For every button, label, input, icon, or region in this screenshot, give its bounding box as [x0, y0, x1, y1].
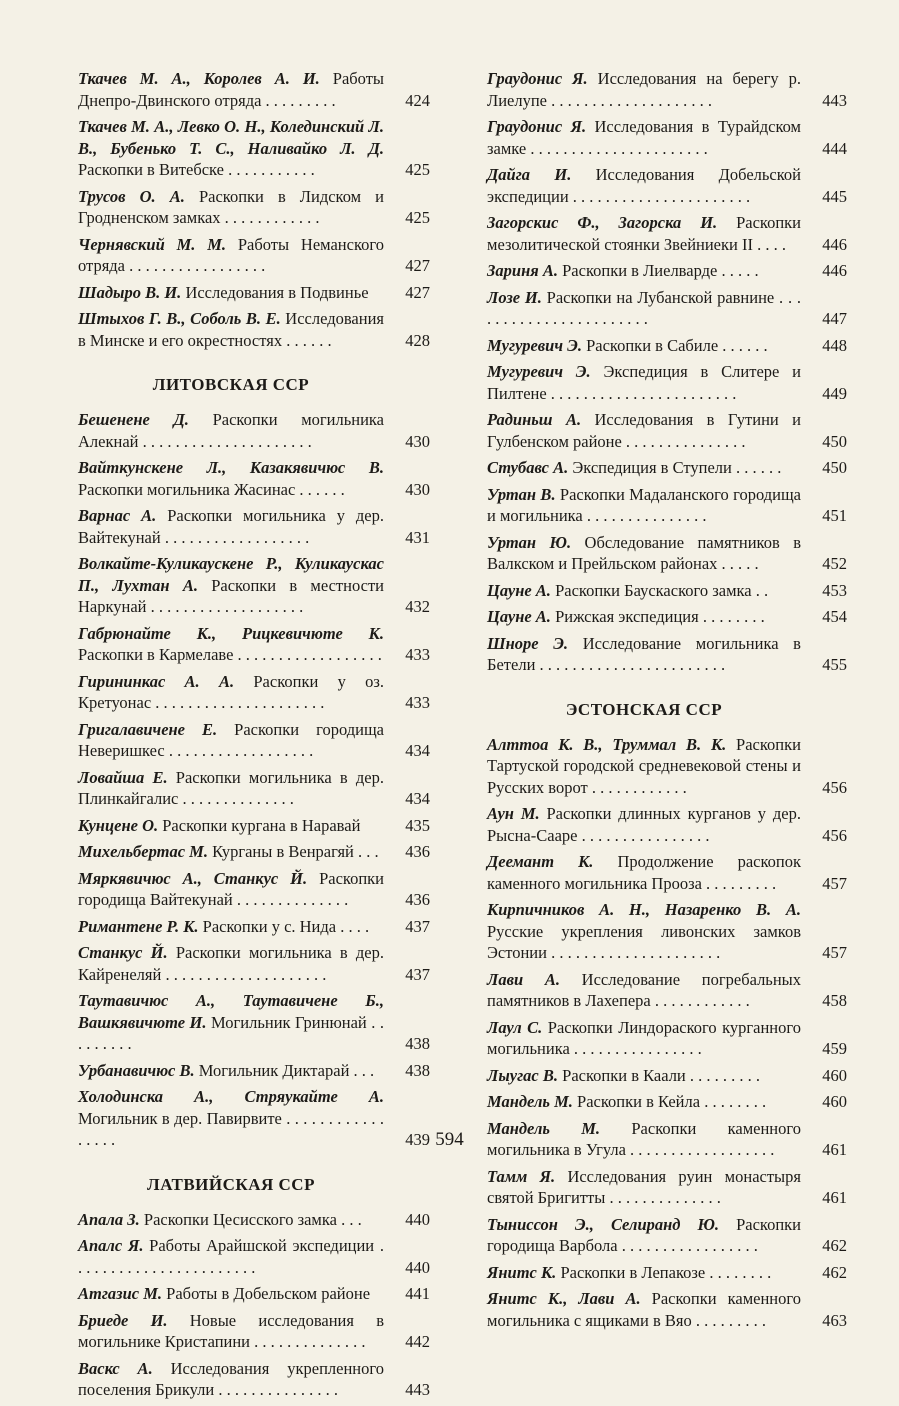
entry-page: 425 [405, 208, 430, 227]
index-entry [78, 116, 430, 181]
entry-author: Холодинска А., Стряукайте А. [78, 1087, 384, 1106]
entry-title: Исследование могильника в Бетели . . . . . . . . . . . . . . . . . . . . . . . [487, 633, 801, 674]
entry-author: Урбанавичюс В. [78, 1060, 195, 1080]
index-entry [78, 671, 430, 714]
entry-author: Васкс А. [78, 1358, 153, 1378]
index-entry [487, 260, 847, 282]
entry-page: 461 [822, 1188, 847, 1207]
entry-page: 440 [405, 1209, 430, 1229]
entry-author: Янитс К. [487, 1262, 557, 1282]
index-entry [487, 734, 847, 799]
index-entry [78, 719, 430, 762]
entry-page: 451 [822, 506, 847, 525]
entry-page: 437 [405, 916, 430, 936]
entry-page: 438 [405, 1060, 430, 1080]
entry-title: Раскопки в Лиелварде . . . . . [558, 261, 759, 280]
index-entry [78, 308, 430, 351]
entry-author: Вайткунскене Л., Казакявичюс В. [78, 458, 384, 477]
index-entry [487, 532, 847, 575]
index-entry [487, 1091, 847, 1113]
entry-title: Раскопки могильника у дер. Вайтекунай . . . . . . . . . . . . . . . . . . [78, 506, 384, 547]
entry-author: Тыниссон Э., Селиранд Ю. [487, 1214, 720, 1234]
index-entry [78, 505, 430, 548]
index-entry [487, 633, 847, 676]
entry-page: 431 [405, 527, 430, 547]
entry-author: Граудонис Я. [487, 69, 588, 88]
entry-page: 445 [822, 186, 847, 206]
index-entry [487, 851, 847, 894]
entry-title: Раскопки Линдораского курганного могильника . . . . . . . . . . . . . . . . [487, 1017, 801, 1058]
entry-title: Исследования на берегу р. Лиелупе . . . . . . . . . . . . . . . . . . . . [487, 69, 801, 110]
entry-title: Курганы в Венрагяй . . . [207, 842, 379, 861]
entry-title: Раскопки каменного могильника в Угула . . . . . . . . . . . . . . . . . . [487, 1118, 801, 1159]
entry-page: 461 [822, 1140, 847, 1159]
left-column [78, 68, 430, 1406]
entry-author: Варнас А. [78, 506, 157, 525]
entry-author: Апала З. [78, 1209, 140, 1229]
entry-page: 439 [405, 1130, 430, 1149]
index-entry [78, 186, 430, 229]
entry-title: Исследования Добельской экспедиции . . . . . . . . . . . . . . . . . . . . . . [487, 165, 802, 206]
entry-title: Исследования руин монастыря святой Бригитты . . . . . . . . . . . . . . [487, 1166, 801, 1207]
entry-page: 460 [822, 1065, 847, 1085]
entry-title: Могильник в дер. Павирвите . . . . . . . . . . . . . . . . . [78, 1108, 384, 1149]
entry-title: Исследования в Гутини и Гулбенском районе . . . . . . . . . . . . . . . [487, 410, 801, 451]
index-entry [487, 287, 847, 330]
entry-title: Работы в Добельском районе [162, 1284, 371, 1303]
entry-page: 459 [822, 1039, 847, 1058]
index-entry [78, 1283, 430, 1305]
index-entry [78, 815, 430, 837]
entry-page: 453 [822, 580, 847, 600]
entry-author: Чернявский М. М. [78, 234, 227, 254]
entry-author: Кунцене О. [78, 815, 159, 835]
entry-author: Цауне А. [487, 607, 551, 626]
entry-page: 442 [405, 1332, 430, 1351]
index-entry [487, 68, 847, 111]
entry-page: 437 [405, 964, 430, 984]
index-entry [487, 409, 847, 452]
index-entry [487, 212, 847, 255]
entry-title: Раскопки в Кейла . . . . . . . . [572, 1092, 767, 1111]
entry-title: Продолжение раскопок каменного могильника Прооза . . . . . . . . . [487, 852, 802, 893]
entry-author: Мугуревич Э. [487, 335, 582, 355]
entry-author: Зариня А. [487, 261, 558, 280]
entry-page: 440 [405, 1257, 430, 1277]
index-entry [78, 1235, 430, 1278]
entry-page: 449 [822, 383, 847, 403]
index-entry [78, 767, 430, 810]
entry-page: 450 [822, 431, 847, 451]
entry-page: 457 [822, 873, 847, 893]
entry-author: Штыхов Г. В., Соболь В. Е. [78, 309, 281, 328]
entry-author: Ткачев М. А., Королев А. И. [78, 69, 320, 88]
entry-title: Исследования укрепленного поселения Брикули . . . . . . . . . . . . . . . [78, 1358, 384, 1399]
index-entry [78, 409, 430, 452]
entry-page: 424 [405, 90, 430, 110]
entry-author: Деемант К. [487, 852, 594, 871]
entry-author: Бешенене Д. [78, 410, 189, 429]
entry-page: 452 [822, 554, 847, 573]
index-entry [487, 606, 847, 628]
entry-page: 456 [822, 825, 847, 845]
entry-page: 447 [822, 309, 847, 328]
index-entry [487, 969, 847, 1012]
index-entry [78, 916, 430, 938]
index-entry [487, 1214, 847, 1257]
entry-page: 462 [822, 1262, 847, 1282]
entry-author: Апалс Я. [78, 1236, 144, 1255]
entry-page: 432 [405, 597, 430, 616]
index-entry [487, 803, 847, 846]
index-entry [487, 1166, 847, 1209]
entry-author: Атгазис М. [78, 1284, 163, 1303]
entry-page: 427 [405, 282, 430, 302]
entry-title: Раскопки Баускаского замка . . [550, 580, 769, 600]
entry-page: 454 [822, 607, 847, 626]
entry-title: Раскопки могильника в дер. Плинкайгалис . . . . . . . . . . . . . . [78, 767, 384, 808]
entry-page: 444 [822, 138, 847, 158]
index-entry [487, 116, 847, 159]
entry-author: Мандель М. [487, 1092, 573, 1111]
entry-title: Раскопки могильника Жасинас . . . . . . [78, 479, 345, 499]
entry-author: Дайга И. [487, 165, 572, 184]
entry-title: Раскопки мезолитической стоянки Звейниеки II . . . . [487, 213, 801, 254]
index-entry [78, 457, 430, 500]
index-entry [487, 335, 847, 357]
entry-author: Бриеде И. [78, 1310, 168, 1330]
entry-title: Экспедиция в Слитере и Пилтене . . . . . . . . . . . . . . . . . . . . . . . [487, 362, 802, 403]
entry-title: Новые исследования в могильнике Кристапини . . . . . . . . . . . . . . [78, 1310, 384, 1351]
entry-page: 463 [822, 1310, 847, 1330]
entry-page: 428 [405, 330, 430, 350]
entry-author: Алттоа К. В., Труммал В. К. [487, 734, 727, 754]
index-entry [487, 1017, 847, 1060]
entry-page: 434 [405, 789, 430, 808]
entry-author: Римантене Р. К. [78, 916, 199, 936]
entry-page: 457 [822, 943, 847, 962]
entry-title: Обследование памятников в Валкском и Прейльском районах . . . . . [487, 532, 801, 573]
entry-page: 436 [405, 842, 430, 861]
entry-author: Лави А. [487, 969, 560, 989]
entry-title: Раскопки каменного могильника с ящиками в Вяо . . . . . . . . . [487, 1289, 801, 1330]
entry-page: 441 [405, 1284, 430, 1303]
entry-author: Уртан В. [487, 484, 556, 504]
entry-author: Янитс К., Лави А. [487, 1289, 641, 1308]
index-entry [487, 484, 847, 527]
entry-title: Исследование погребальных памятников в Лахепера . . . . . . . . . . . . [487, 969, 801, 1010]
entry-author: Шноре Э. [487, 633, 569, 653]
entry-title: Раскопки в Кармелаве . . . . . . . . . . . . . . . . . . [78, 645, 382, 664]
entry-title: Раскопки могильника Алекнай . . . . . . . . . . . . . . . . . . . . . [78, 410, 384, 451]
index-entry [78, 282, 430, 304]
section-heading: ЛАТВИЙСКАЯ ССР [147, 1174, 315, 1194]
entry-page: 460 [822, 1092, 847, 1111]
entry-page: 448 [822, 335, 847, 355]
entry-title: Рижская экспедиция . . . . . . . . [550, 607, 765, 626]
entry-page: 433 [405, 645, 430, 664]
entry-author: Габрюнайте К., Рицкевичюте К. [78, 623, 384, 643]
entry-page: 436 [405, 890, 430, 909]
entry-author: Ловайша Е. [78, 767, 168, 787]
entry-author: Радиньш А. [487, 410, 582, 429]
entry-page: 434 [405, 741, 430, 760]
entry-page: 456 [822, 777, 847, 797]
entry-title: Работы Днепро-Двинского отряда . . . . . . . . . [78, 69, 384, 110]
entry-title: Раскопки в Лепакозе . . . . . . . . [556, 1262, 772, 1282]
entry-author: Загорскис Ф., Загорска И. [487, 213, 718, 232]
index-entry [78, 1358, 430, 1401]
index-entry [78, 234, 430, 277]
entry-page: 427 [405, 256, 430, 275]
entry-page: 446 [822, 234, 847, 254]
entry-title: Экспедиция в Ступели . . . . . . [568, 458, 782, 477]
entry-page: 462 [822, 1236, 847, 1255]
entry-author: Ткачев М. А., Левко О. Н., Колединский Л. В., Бубенько Т. С., Наливайко Л. Д. [78, 117, 384, 158]
entry-author: Мяркявичюс А., Станкус Й. [78, 868, 308, 888]
entry-title: Раскопки Тартуской городской средневековой стены и Русских ворот . . . . . . . . . . . . [487, 734, 801, 797]
index-entry [78, 868, 430, 911]
entry-page: 435 [405, 815, 430, 835]
entry-author: Лаул С. [487, 1017, 543, 1037]
entry-page: 443 [822, 90, 847, 110]
index-entry [78, 990, 430, 1055]
index-entry [487, 1262, 847, 1284]
entry-author: Лозе И. [487, 287, 542, 307]
index-entry [487, 361, 847, 404]
entry-title: Раскопки длинных курганов у дер. Рысна-Сааре . . . . . . . . . . . . . . . . [487, 804, 801, 845]
section-heading: ЛИТОВСКАЯ ССР [152, 375, 310, 394]
entry-author: Гирининкас А. А. [78, 671, 235, 691]
entry-author: Тамм Я. [487, 1166, 556, 1186]
index-entry [78, 553, 430, 618]
index-entry [487, 164, 847, 207]
entry-page: 433 [405, 693, 430, 712]
index-entry [487, 1065, 847, 1087]
entry-page: 455 [822, 655, 847, 674]
entry-title: Раскопки в Каали . . . . . . . . . [558, 1065, 761, 1085]
index-entry [487, 457, 847, 479]
entry-author: Трусов О. А. [78, 186, 185, 206]
entry-page: 430 [405, 431, 430, 451]
entry-author: Станкус Й. [78, 943, 168, 962]
index-entry [78, 1060, 430, 1082]
index-entry [78, 942, 430, 985]
section-heading: ЭСТОНСКАЯ ССР [565, 699, 723, 719]
page-number: 594 [435, 1129, 464, 1150]
entry-title: Исследования в Минске и его окрестностях . . . . . . [78, 309, 384, 350]
entry-author: Мандель М. [487, 1118, 601, 1138]
entry-title: Раскопки Цесисского замка . . . [139, 1209, 362, 1229]
entry-title: Раскопки у с. Нида . . . . [198, 916, 370, 936]
entry-author: Аун М. [487, 804, 540, 823]
entry-title: Раскопки могильника в дер. Кайренеляй . . . . . . . . . . . . . . . . . . . . [78, 943, 384, 984]
entry-title: Русские укрепления ливонских замков Эстонии . . . . . . . . . . . . . . . . . . . . . [487, 921, 801, 962]
entry-title: Исследования в Подвинье [181, 282, 369, 302]
entry-author: Григалавичене Е. [78, 719, 218, 739]
entry-page: 450 [822, 458, 847, 477]
entry-title: Раскопки городища Неверишкес . . . . . . . . . . . . . . . . . . [78, 719, 384, 760]
entry-page: 425 [405, 160, 430, 179]
entry-title: Раскопки в Сабиле . . . . . . [581, 335, 768, 355]
index-entry [487, 899, 847, 964]
entry-title: Работы Арайшской экспедиции . . . . . . . . . . . . . . . . . . . . . . . [78, 1236, 384, 1277]
entry-title: Раскопки городища Вайтекунай . . . . . . . . . . . . . . [78, 868, 384, 909]
index-entry [487, 580, 847, 602]
index-entry [78, 1310, 430, 1353]
entry-page: 446 [822, 261, 847, 280]
index-entry [78, 68, 430, 111]
entry-title: Раскопки городища Варбола . . . . . . . . . . . . . . . . . [487, 1214, 801, 1255]
entry-author: Таутавичюс А., Таутавичене Б., Вашкявичюте И. [78, 991, 384, 1032]
entry-author: Михельбертас М. [78, 842, 208, 861]
entry-title: Исследования в Турайдском замке . . . . . . . . . . . . . . . . . . . . . . [487, 117, 802, 158]
entry-page: 430 [405, 479, 430, 499]
entry-title: Раскопки кургана в Наравай [158, 815, 361, 835]
entry-title: Раскопки в Лидском и Гродненском замках . . . . . . . . . . . . [78, 186, 384, 227]
entry-author: Лыугас В. [487, 1065, 559, 1085]
entry-author: Шадыро В. И. [78, 282, 182, 302]
entry-title: Могильник Гринюнай . . . . . . . . . [78, 1012, 384, 1053]
entry-title: Работы Неманского отряда . . . . . . . . . . . . . . . . . [78, 234, 384, 275]
entry-title: Раскопки Мадаланского городища и могильника . . . . . . . . . . . . . . . [487, 484, 802, 525]
entry-author: Мугуревич Э. [487, 362, 591, 381]
entry-title: Могильник Диктарай . . . [194, 1060, 375, 1080]
entry-page: 458 [822, 991, 847, 1010]
index-entry [78, 623, 430, 666]
entry-author: Уртан Ю. [487, 532, 572, 552]
entry-author: Граудонис Я. [487, 117, 587, 136]
entry-page: 438 [405, 1034, 430, 1053]
entry-title: Раскопки в местности Наркунай . . . . . . . . . . . . . . . . . . . [78, 575, 384, 616]
entry-author: Волкайте-Куликаускене Р., Куликаускас П., Лухтан А. [78, 554, 384, 595]
entry-title: Раскопки у оз. Кретуонас . . . . . . . . . . . . . . . . . . . . . [78, 671, 384, 712]
entry-author: Цауне А. [487, 580, 551, 600]
index-entry [487, 1288, 847, 1331]
entry-title: Раскопки на Лубанской равнине . . . . . . . . . . . . . . . . . . . . . . . [487, 287, 802, 328]
index-entry [78, 1209, 430, 1231]
entry-page: 443 [405, 1380, 430, 1399]
entry-title: Раскопки в Витебске . . . . . . . . . . . [78, 160, 315, 179]
entry-author: Кирпичников А. Н., Назаренко В. А. [487, 900, 801, 919]
entry-author: Стубавс А. [487, 458, 569, 477]
index-entry [78, 841, 430, 863]
